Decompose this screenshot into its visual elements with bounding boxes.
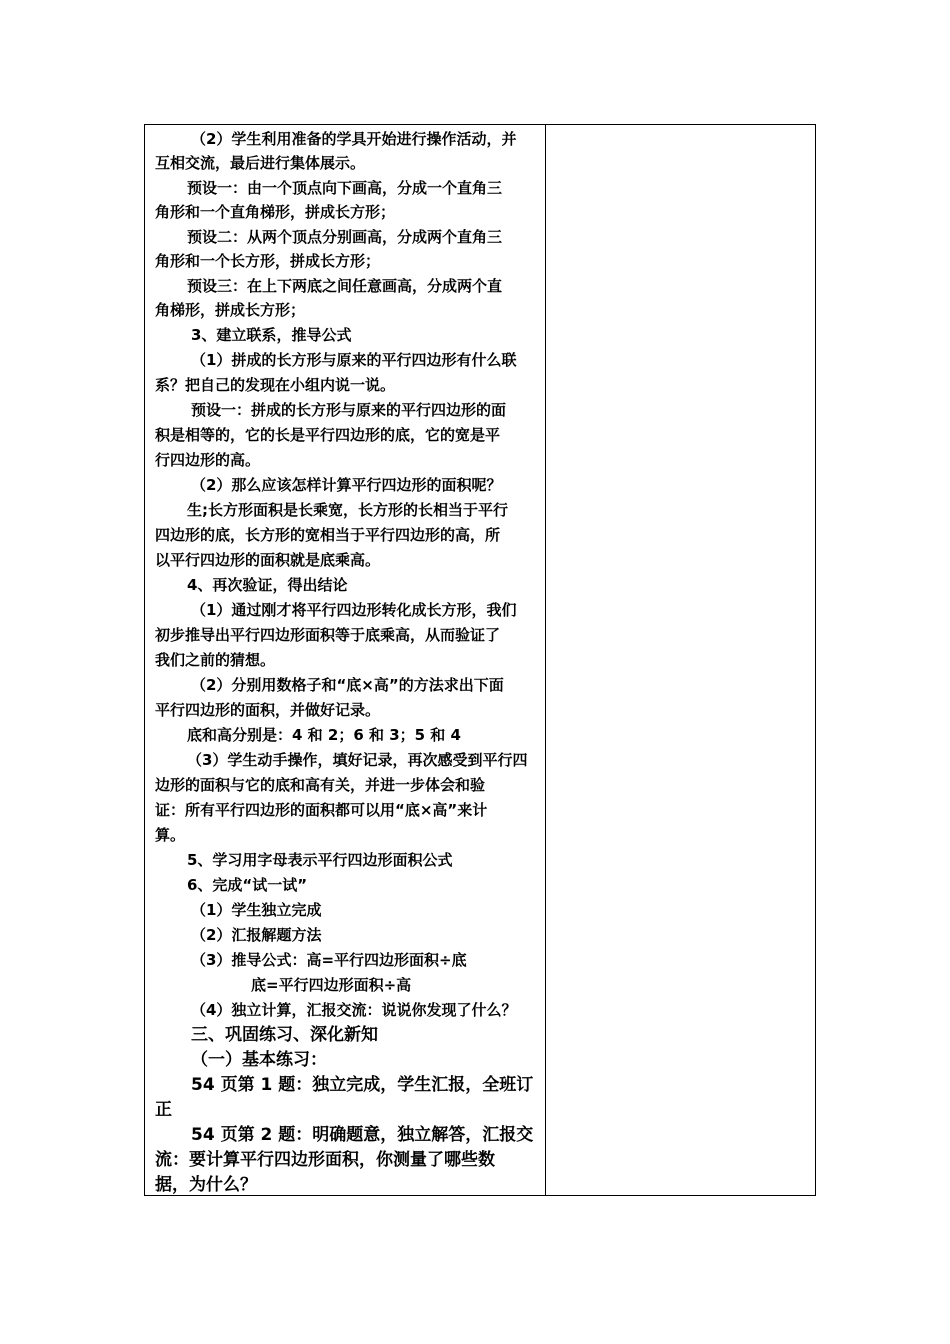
text-line: 边形的面积与它的底和高有关，并进一步体会和验 [155, 776, 486, 794]
text-line: 以平行四边形的面积就是底乘高。 [155, 551, 381, 569]
text-line: 预设一：拼成的长方形与原来的平行四边形的面 [191, 401, 507, 419]
text-line: 证：所有平行四边形的面积都可以用“底×高”来计 [155, 801, 488, 819]
text-line: 积是相等的，它的长是平行四边形的底，它的宽是平 [155, 426, 501, 444]
text-line: 算。 [155, 826, 186, 844]
text-line: （2）学生利用准备的学具开始进行操作活动，并 [191, 130, 517, 148]
text-line: 四边形的底，长方形的宽相当于平行四边形的高，所 [155, 526, 501, 544]
text-line: 初步推导出平行四边形面积等于底乘高，从而验证了 [155, 626, 501, 644]
text-line: 54 页第 1 题：独立完成，学生汇报，全班订 [191, 1075, 534, 1095]
text-line: 系？把自己的发现在小组内说一说。 [155, 376, 396, 394]
text-line: 角形和一个长方形，拼成长方形； [155, 252, 381, 270]
text-line: 底=平行四边形面积÷高 [251, 976, 412, 994]
text-line: 平行四边形的面积，并做好记录。 [155, 701, 381, 719]
text-line: 54 页第 2 题：明确题意，独立解答，汇报交 [191, 1125, 534, 1145]
text-line: 正 [155, 1100, 172, 1120]
section-heading: 5、学习用字母表示平行四边形面积公式 [187, 851, 453, 869]
section-heading: 三、巩固练习、深化新知 [191, 1025, 378, 1045]
text-line: 行四边形的高。 [155, 451, 261, 469]
section-heading: 3、建立联系，推导公式 [191, 326, 352, 344]
text-line: （2）那么应该怎样计算平行四边形的面积呢？ [191, 476, 502, 494]
notes-cell [546, 125, 815, 1195]
lesson-content-cell [145, 125, 545, 1195]
text-line: 底和高分别是：4 和 2；6 和 3；5 和 4 [187, 726, 461, 744]
text-line: （1）学生独立完成 [191, 901, 322, 919]
text-line: 生;长方形面积是长乘宽，长方形的长相当于平行 [187, 501, 509, 519]
text-line: 预设一：由一个顶点向下画高，分成一个直角三 [187, 179, 503, 197]
section-heading: 6、完成“试一试” [187, 876, 308, 894]
lesson-table [144, 124, 816, 1196]
text-line: 流：要计算平行四边形面积，你测量了哪些数 [155, 1150, 495, 1170]
text-line: 据，为什么？ [155, 1175, 257, 1195]
text-line: 角梯形，拼成长方形； [155, 301, 306, 319]
text-line: （3）推导公式：高=平行四边形面积÷底 [191, 951, 467, 969]
text-line: 我们之前的猜想。 [155, 651, 276, 669]
text-line: （1）拼成的长方形与原来的平行四边形有什么联 [191, 351, 517, 369]
text-line: 角形和一个直角梯形，拼成长方形； [155, 203, 396, 221]
text-line: （1）通过刚才将平行四边形转化成长方形，我们 [191, 601, 517, 619]
text-line: 预设二：从两个顶点分别画高，分成两个直角三 [187, 228, 503, 246]
text-line: 预设三：在上下两底之间任意画高，分成两个直 [187, 277, 503, 295]
text-line: （3）学生动手操作，填好记录，再次感受到平行四 [187, 751, 528, 769]
section-heading: （一）基本练习： [191, 1050, 327, 1070]
text-line: （2）汇报解题方法 [191, 926, 322, 944]
text-line: 互相交流，最后进行集体展示。 [155, 154, 366, 172]
section-heading: 4、再次验证，得出结论 [187, 576, 348, 594]
text-line: （4）独立计算，汇报交流：说说你发现了什么？ [191, 1001, 517, 1019]
text-line: （2）分别用数格子和“底×高”的方法求出下面 [191, 676, 504, 694]
